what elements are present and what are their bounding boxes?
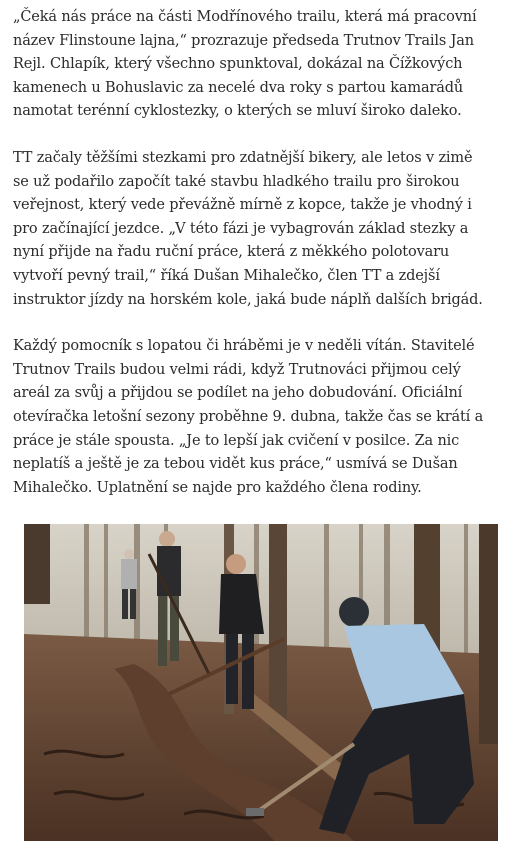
paragraph-line: „Čeká nás práce na části Modřínového trailu, která má pracovní xyxy=(13,9,477,25)
paragraph-line: namotat terénní cyklostezky, o kterých se mluví široko daleko. xyxy=(13,103,462,120)
paragraph-line: Rejl. Chlapík, který všechno spunktoval, dokázal na Čížkových xyxy=(13,56,463,73)
paragraph-line: veřejnost, který vede převážně mírně z kopce, takže je vhodný i xyxy=(13,197,472,214)
paragraph-line: Každý pomocník s lopatou či hráběmi je v neděli vítán. Stavitelé xyxy=(13,338,475,355)
paragraph-line: nyní přijde na řadu ruční práce, která z měkkého polotovaru xyxy=(13,244,450,261)
paragraph-line: práce je stále spousta. „Je to lepší jak cvičení v posilce. Za nic xyxy=(13,432,460,449)
paragraph-line: se už podařilo započít také stavbu hladkého trailu pro širokou xyxy=(13,173,460,190)
paragraph-line: vytvoří pevný trail,“ říká Dušan Mihalečko, člen TT a zdejší xyxy=(13,267,440,284)
trail-building-photo-illustration xyxy=(24,524,498,841)
article-paragraph-2 xyxy=(13,147,505,312)
paragraph-line: otevíračka letošní sezony proběhne 9. dubna, takže čas se krátí a xyxy=(13,408,484,425)
article-body xyxy=(13,6,505,523)
paragraph-line: pro začínající jezdce. „V této fázi je vybagrován základ stezky a xyxy=(13,220,469,237)
paragraph-line: neplatíš a ještě je za tebou vidět kus práce,“ usmívá se Dušan xyxy=(13,456,458,473)
trail-building-photo xyxy=(24,524,498,841)
paragraph-line: název Flinstoune lajna,“ prozrazuje předseda Trutnov Trails Jan xyxy=(13,32,474,49)
paragraph-line: Mihalečko. Uplatnění se najde pro každého člena rodiny. xyxy=(13,479,422,496)
paragraph-line: Trutnov Trails budou velmi rádi, když Trutnováci přijmou celý xyxy=(13,361,461,378)
article-paragraph-1 xyxy=(13,6,505,124)
paragraph-line: kamenech u Bohuslavic za necelé dva roky s partou kamarádů xyxy=(13,79,464,96)
article-paragraph-3 xyxy=(13,335,505,500)
paragraph-line: TT začaly těžšími stezkami pro zdatnější bikery, ale letos v zimě xyxy=(13,149,473,166)
paragraph-line: instruktor jízdy na horském kole, jaká bude náplň dalších brigád. xyxy=(13,291,483,308)
paragraph-line: areál za svůj a přijdou se podílet na jeho dobudování. Oficiální xyxy=(13,385,463,402)
